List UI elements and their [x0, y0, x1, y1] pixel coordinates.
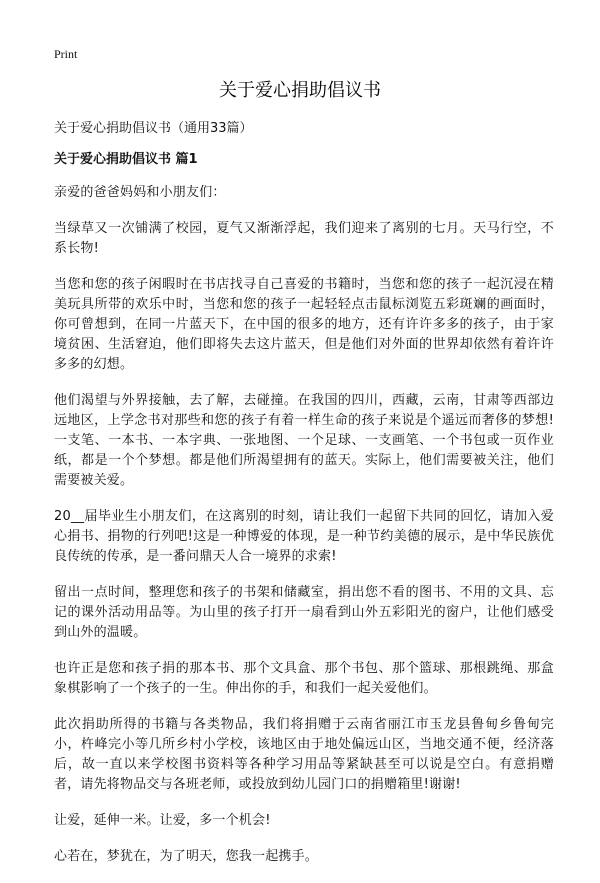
article-body — [54, 183, 554, 883]
article-heading: 关于爱心捐助倡议书 篇1 — [54, 152, 198, 167]
paragraph: 当绿草又一次铺满了校园，夏气又渐渐浮起，我们迎来了离别的七月。天马行空，不系长物! — [54, 221, 554, 256]
paragraph: 让爱，延伸一米。让爱，多一个机会! — [54, 813, 271, 828]
paragraph: 当您和您的孩子闲暇时在书店找寻自己喜爱的书籍时，当您和您的孩子一起沉浸在精美玩具所带的欢乐中时，当您和您的孩子一起轻轻点击鼠标浏览五彩斑斓的画面时，你可曾想到，在同一片蓝天下，在中国的很多的地方，还有许许多多的孩子，由于家境贫困、生活窘迫，他们即将失去这片蓝天，但是他们对外面的世界却依然有着许许多多的幻想。 — [54, 277, 554, 372]
paragraph-closing: 心若在，梦犹在，为了明天，您我一起携手。 — [54, 849, 319, 864]
document-subtitle: 关于爱心捐助倡议书（通用33篇） — [54, 121, 253, 136]
paragraph: 他们渴望与外界接触，去了解，去碰撞。在我国的四川，西藏，云南，甘肃等西部边远地区，上学念书对那些和您的孩子有着一样生命的孩子来说是个遥远而奢侈的梦想!一支笔、一本书、一本字典、一张地图、一个足球、一支画笔、一个书包或一页作业纸，都是一个个梦想。都是他们所渴望拥有的蓝天。实际上，他们需要被关注，他们需要被关爱。 — [54, 393, 554, 488]
paragraph: 留出一点时间，整理您和孩子的书架和储藏室，捐出您不看的图书、不用的文具、忘记的课外活动用品等。为山里的孩子打开一扇看到山外五彩阳光的窗户，让他们感受到山外的温暖。 — [54, 585, 554, 640]
print-link[interactable]: Print — [54, 47, 78, 61]
paragraph: 20__届毕业生小朋友们，在这离别的时刻，请让我们一起留下共同的回忆，请加入爱心捐书、捐物的行列吧!这是一种博爱的体现，是一种节约美德的展示，是中华民族优良传统的传承，是一番问鼎天人合一境界的求索! — [54, 509, 554, 564]
page-title: 关于爱心捐助倡议书 — [219, 80, 381, 101]
paragraph: 此次捐助所得的书籍与各类物品，我们将捐赠于云南省丽江市玉龙县鲁甸乡鲁甸完小，杵峰完小等几所乡村小学校，该地区由于地处偏远山区，当地交通不便，经济落后，故一直以来学校图书资料等各种学习用品等紧缺甚至可以说是空白。有意捐赠者，请先将物品交与各班老师，或投放到幼儿园门口的捐赠箱里!谢谢! — [54, 717, 554, 792]
paragraph-greeting: 亲爱的爸爸妈妈和小朋友们： — [54, 185, 226, 200]
paragraph: 也许正是您和孩子捐的那本书、那个文具盒、那个书包、那个篮球、那根跳绳、那盒象棋影响了一个孩子的一生。伸出你的手，和我们一起关爱他们。 — [54, 661, 554, 696]
